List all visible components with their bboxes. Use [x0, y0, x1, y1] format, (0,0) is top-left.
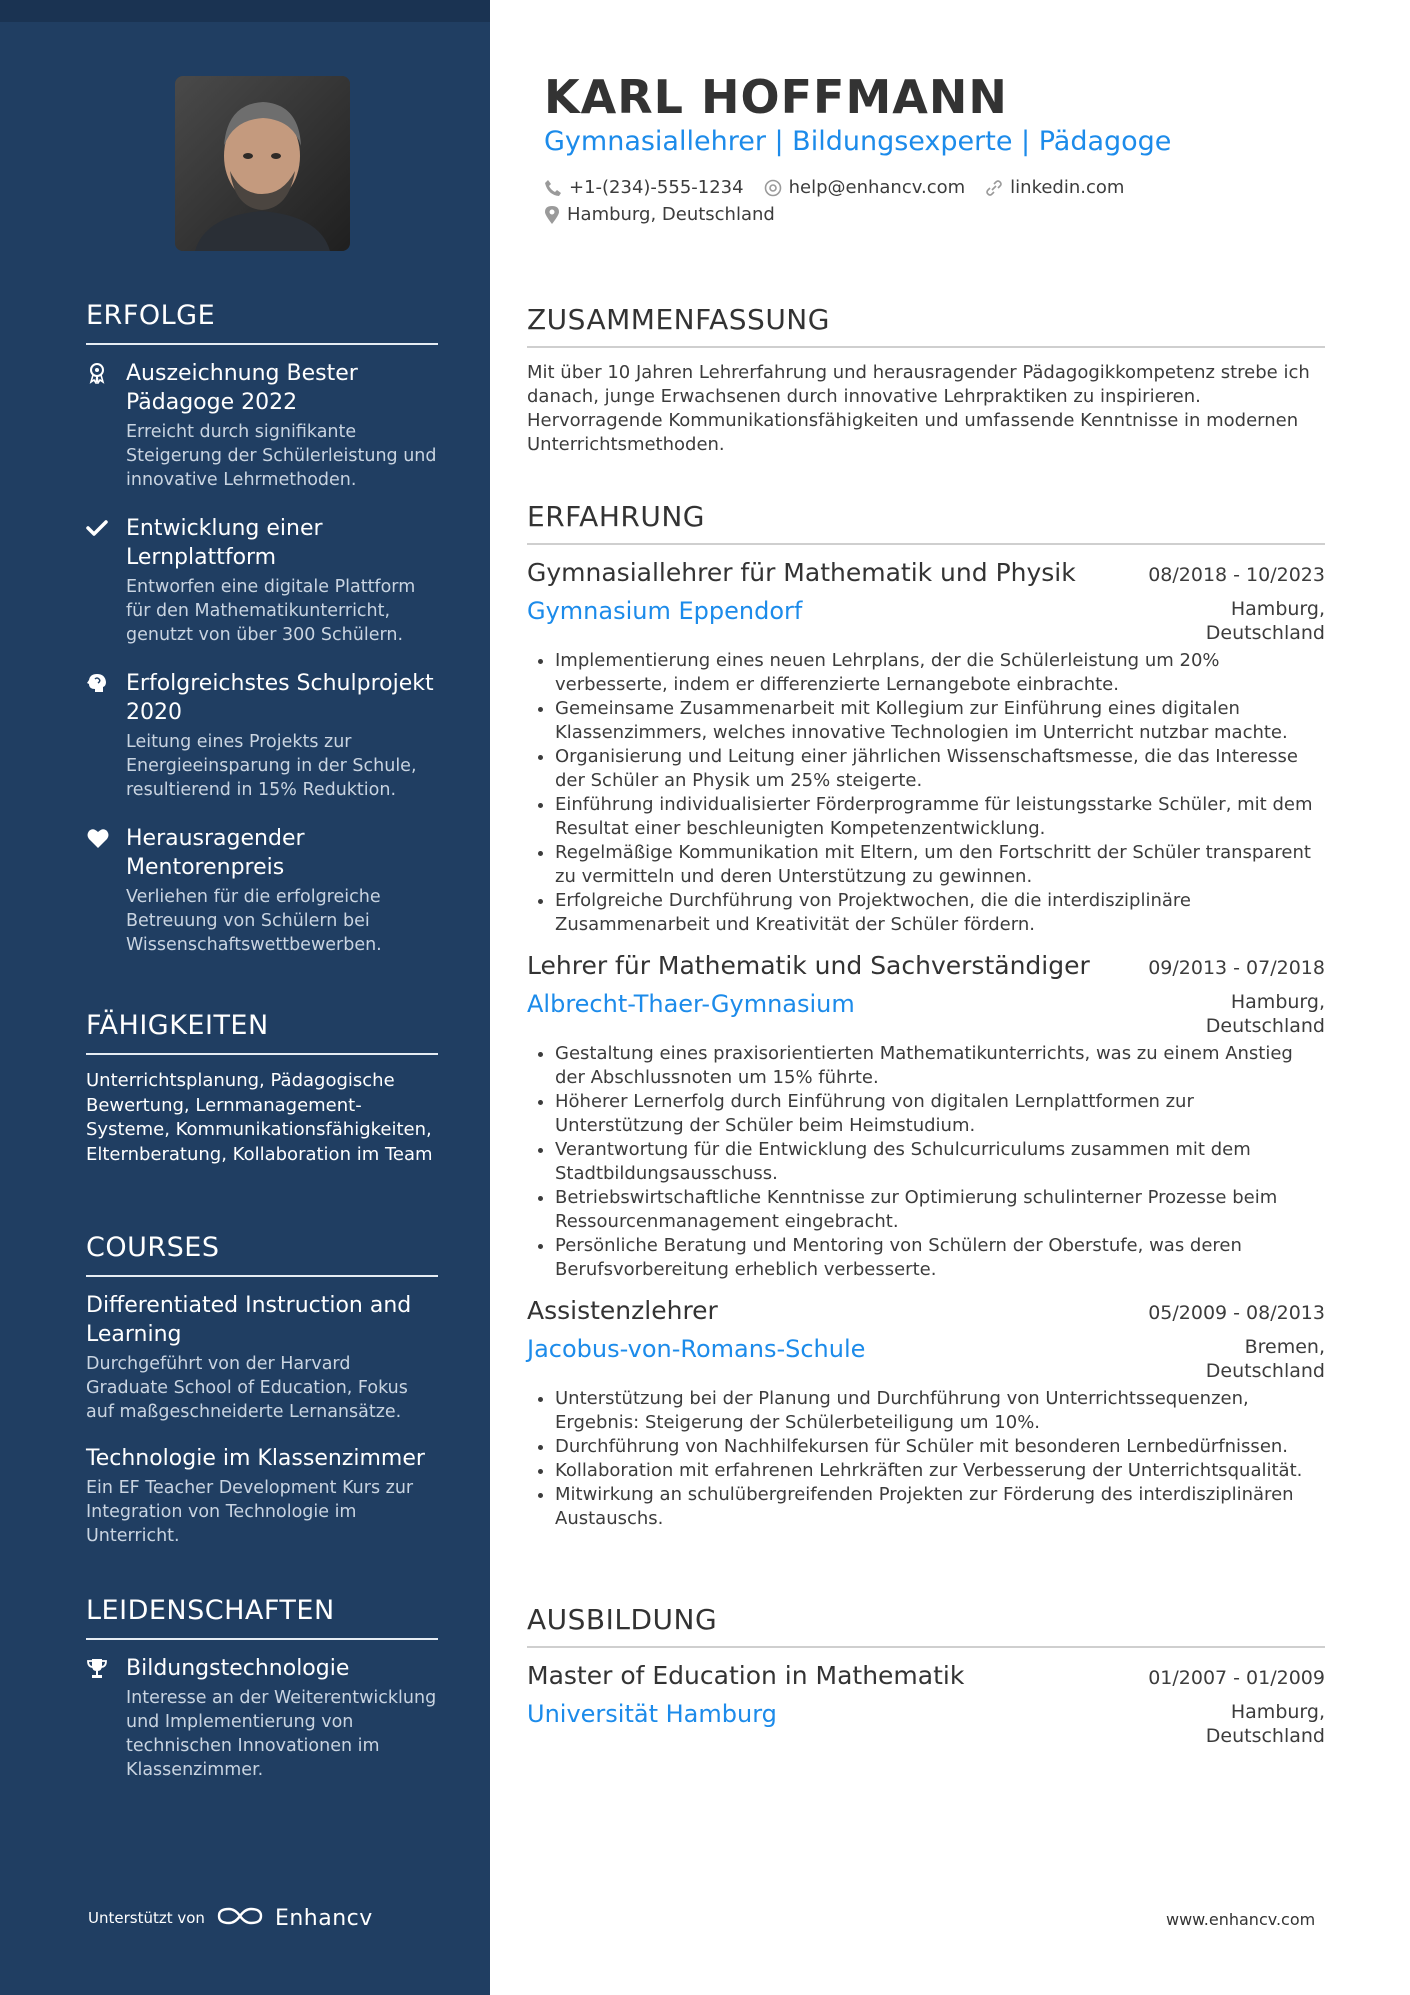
job-location: Bremen, Deutschland [1205, 1336, 1325, 1382]
skills-list: Unterrichtsplanung, Pädagogische Bewertung, Lernmanagement-Systeme, Kommunikationsfähigkeiten, Elternberatung, Kollaboration im Team [86, 1070, 433, 1165]
courses-title: COURSES [86, 1232, 438, 1277]
summary-title: ZUSAMMENFASSUNG [527, 303, 1325, 348]
achievement-title: Entwicklung einer Lernplattform [126, 516, 323, 570]
job-bullet: • Einführung individualisierter Förderprogramme für leistungsstarke Schüler, mit dem Resultat einer beschleunigten Kompetenzentwicklung. [555, 793, 1325, 841]
job-entry [527, 951, 1325, 1282]
course-title: Differentiated Instruction and Learning [86, 1293, 412, 1347]
achievement-desc: Erreicht durch signifikante Steigerung der Schülerleistung und innovative Lehrmethoden. [126, 422, 437, 490]
skills-title: FÄHIGKEITEN [86, 1010, 438, 1055]
job-bullet: • Gestaltung eines praxisorientierten Mathematikunterrichts, was zu einem Anstieg der Abschlussnoten um 15% führte. [555, 1042, 1325, 1090]
powered-by-brand[interactable]: Enhancv [274, 1905, 373, 1931]
powered-by [88, 1905, 373, 1931]
job-bullet: • Kollaboration mit erfahrenen Lehrkräften zur Verbesserung der Unterrichtsqualität. [555, 1459, 1325, 1483]
profile-photo [175, 76, 350, 251]
job-entry [527, 558, 1325, 937]
job-bullet: • Höherer Lernerfolg durch Einführung von digitalen Lernplattformen zur Unterstützung der Schüler beim Heimstudium. [555, 1090, 1325, 1138]
contact-email[interactable] [764, 177, 966, 198]
course-desc: Durchgeführt von der Harvard Graduate School of Education, Fokus auf maßgeschneiderte Lernansätze. [86, 1354, 408, 1422]
job-bullet: • Regelmäßige Kommunikation mit Eltern, um den Fortschritt der Schüler transparent zu vermitteln und deren Unterstützung zu gewinnen. [555, 841, 1325, 889]
job-bullet: • Verantwortung für die Entwicklung des Schulcurriculums zusammen mit dem Stadtbildungsausschuss. [555, 1138, 1325, 1186]
job-location: Hamburg, Deutschland [1205, 991, 1325, 1037]
passion-item [86, 1654, 438, 1782]
experience-title: ERFAHRUNG [527, 500, 1325, 545]
achievement-desc: Entworfen eine digitale Plattform für den Mathematikunterricht, genutzt von über 300 Schülern. [126, 577, 416, 645]
heart-icon [86, 827, 108, 849]
at-icon [764, 179, 782, 197]
achievements-title: ERFOLGE [86, 300, 438, 345]
education-title: AUSBILDUNG [527, 1603, 1325, 1648]
summary-section [527, 303, 1325, 457]
achievement-item [86, 824, 438, 957]
experience-section [527, 500, 1325, 1545]
achievement-title: Erfolgreichstes Schulprojekt 2020 [126, 671, 434, 725]
candidate-name: KARL HOFFMANN [544, 70, 1008, 124]
job-bullets [527, 1387, 1325, 1531]
award-icon [86, 362, 108, 384]
job-bullet: • Erfolgreiche Durchführung von Projektwochen, die die interdisziplinäre Zusammenarbeit und Kreativität der Schüler fördern. [555, 889, 1325, 937]
email-text: help@enhancv.com [788, 177, 966, 198]
course-item [86, 1444, 438, 1548]
skills-section [86, 1010, 438, 1167]
achievements-section [86, 300, 438, 979]
location-pin-icon [544, 205, 560, 225]
job-company: Albrecht-Thaer-Gymnasium [527, 990, 855, 1018]
powered-by-label: Unterstützt von [88, 1909, 205, 1927]
achievement-desc: Leitung eines Projekts zur Energieeinsparung in der Schule, resultierend in 15% Reduktion. [126, 732, 417, 800]
contact-location [544, 204, 775, 225]
course-desc: Ein EF Teacher Development Kurs zur Integration von Technologie im Unterricht. [86, 1478, 414, 1546]
candidate-headline: Gymnasiallehrer | Bildungsexperte | Pädagoge [544, 126, 1172, 157]
sidebar-top-bar [0, 0, 490, 22]
job-bullet: • Implementierung eines neuen Lehrplans, der die Schülerleistung um 20% verbesserte, indem er differenzierte Lernangebote einbrachte. [555, 649, 1325, 697]
contact-linkedin[interactable] [985, 177, 1124, 198]
job-bullet: • Persönliche Beratung und Mentoring von Schülern der Oberstufe, was deren Berufsvorbereitung erheblich verbesserte. [555, 1234, 1325, 1282]
phone-text: +1-(234)-555-1234 [569, 177, 744, 198]
job-bullet: • Durchführung von Nachhilfekursen für Schüler mit besonderen Lernbedürfnissen. [555, 1435, 1325, 1459]
achievement-item [86, 514, 438, 647]
job-bullet: • Unterstützung bei der Planung und Durchführung von Unterrichtssequenzen, Ergebnis: Steigerung der Schülerbeteiligung um 10%. [555, 1387, 1325, 1435]
education-section [527, 1603, 1325, 1762]
location-text: Hamburg, Deutschland [567, 204, 775, 225]
education-dates: 01/2007 - 01/2009 [1148, 1667, 1325, 1689]
achievement-title: Herausragender Mentorenpreis [126, 826, 305, 880]
achievement-item [86, 359, 438, 492]
passion-title: Bildungstechnologie [126, 1656, 350, 1681]
job-dates: 09/2013 - 07/2018 [1148, 957, 1325, 979]
job-bullets [527, 1042, 1325, 1282]
job-bullet: • Gemeinsame Zusammenarbeit mit Kollegium zur Einführung eines digitalen Klassenzimmers, welches innovative Technologien im Unterricht nutzbar machte. [555, 697, 1325, 745]
link-icon [985, 179, 1003, 197]
enhancv-logo-icon [217, 1905, 263, 1931]
job-location: Hamburg, Deutschland [1205, 598, 1325, 644]
passions-section [86, 1595, 438, 1804]
course-item [86, 1291, 438, 1424]
courses-section [86, 1232, 438, 1568]
job-bullet: • Betriebswirtschaftliche Kenntnisse zur Optimierung schulinterner Prozesse beim Ressourcenmanagement eingebracht. [555, 1186, 1325, 1234]
passion-desc: Interesse an der Weiterentwicklung und Implementierung von technischen Innovationen im Klassenzimmer. [126, 1688, 437, 1780]
achievement-desc: Verliehen für die erfolgreiche Betreuung von Schülern bei Wissenschaftswettbewerben. [126, 887, 382, 955]
job-bullets [527, 649, 1325, 937]
trophy-icon [86, 1657, 108, 1679]
achievement-title: Auszeichnung Bester Pädagoge 2022 [126, 361, 358, 415]
job-role: Assistenzlehrer [527, 1296, 718, 1325]
education-degree: Master of Education in Mathematik [527, 1661, 965, 1690]
job-dates: 08/2018 - 10/2023 [1148, 564, 1325, 586]
contact-phone [544, 177, 744, 198]
job-bullet: • Mitwirkung an schulübergreifenden Projekten zur Förderung des interdisziplinären Austauschs. [555, 1483, 1325, 1531]
education-entry [527, 1661, 1325, 1748]
contact-row [544, 177, 1144, 198]
phone-icon [544, 179, 562, 197]
course-title: Technologie im Klassenzimmer [86, 1446, 425, 1471]
job-bullet: • Organisierung und Leitung einer jährlichen Wissenschaftsmesse, die das Interesse der Schüler an Physik um 25% steigerte. [555, 745, 1325, 793]
footer-url[interactable]: www.enhancv.com [1166, 1910, 1316, 1929]
job-role: Gymnasiallehrer für Mathematik und Physik [527, 558, 1076, 587]
passions-title: LEIDENSCHAFTEN [86, 1595, 438, 1640]
job-company: Jacobus-von-Romans-Schule [527, 1335, 866, 1363]
contact-row-location [544, 204, 795, 225]
brain-icon [86, 672, 108, 694]
summary-text: Mit über 10 Jahren Lehrerfahrung und herausragender Pädagogikkompetenz strebe ich danach, junge Erwachsenen durch innovative Lehrpraktiken zu inspirieren. Hervorragende Kommunikationsfähigkeiten und umfassende Kenntnisse in modernen Unterrichtsmethoden. [527, 362, 1310, 455]
job-dates: 05/2009 - 08/2013 [1148, 1302, 1325, 1324]
education-location: Hamburg, Deutschland [1205, 1701, 1325, 1747]
achievement-item [86, 669, 438, 802]
education-school: Universität Hamburg [527, 1700, 777, 1728]
linkedin-text: linkedin.com [1010, 177, 1125, 198]
check-icon [86, 517, 108, 539]
job-company: Gymnasium Eppendorf [527, 597, 803, 625]
job-entry [527, 1296, 1325, 1531]
sidebar [0, 0, 490, 1995]
job-role: Lehrer für Mathematik und Sachverständiger [527, 951, 1090, 980]
